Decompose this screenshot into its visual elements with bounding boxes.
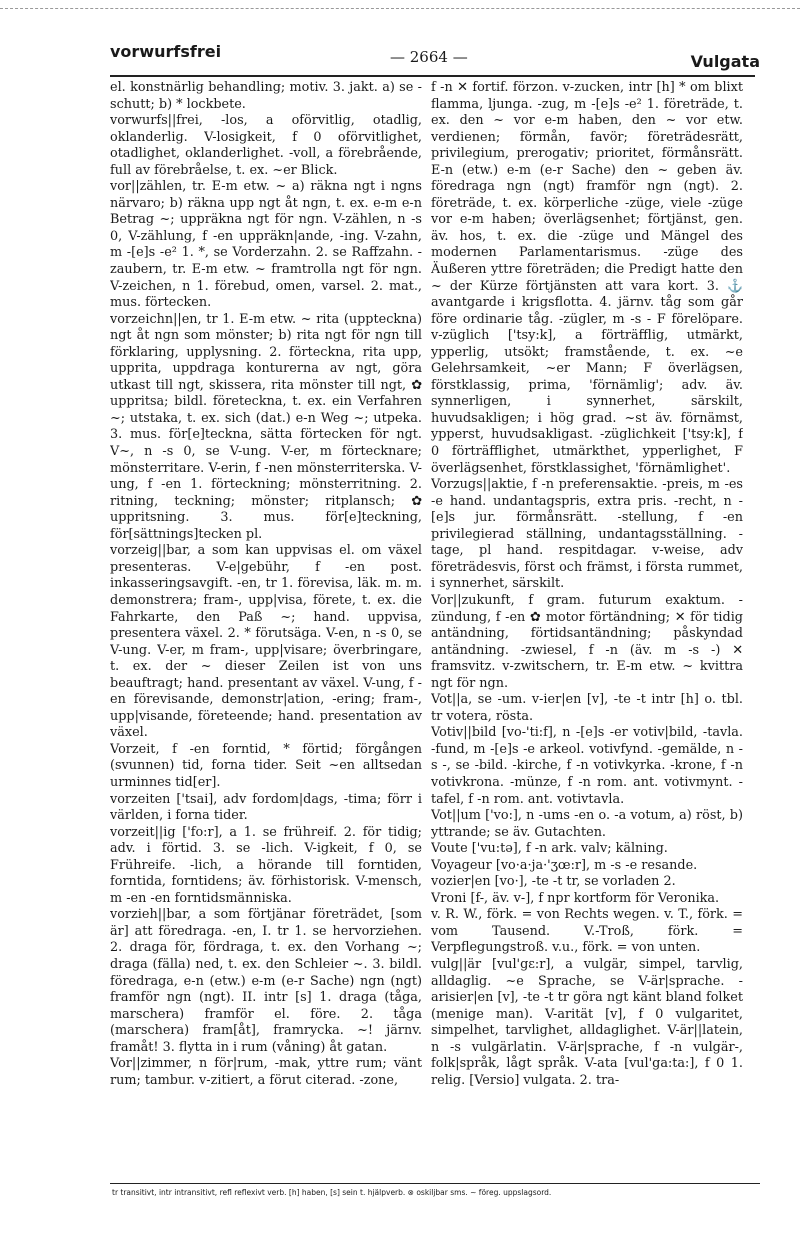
entry: Vot||a, se -um. v-ier|en [v], -te -t intr [h] o. tbl. tr votera, rösta.	[431, 692, 743, 724]
right-column	[431, 80, 743, 1140]
entry: vorzeit||ig ['fo:r], a 1. se frühreif. 2. för tidig; adv. i förtid. 3. se -lich. V-igkeit, f 0, se Frühreife. -lich, a hörande till forntiden, forntida, forntidens; äv. förhistorisk. V-mensch, m -en -en forntidsmänniska.	[110, 824, 422, 906]
entry: Vorzeit, f -en forntid, * förtid; förgången (svunnen) tid, forna tider. Seit ~en alltsedan urminnes tid[er].	[110, 741, 422, 790]
entry: el. konstnärlig behandling; motiv. 3. jakt. a) se -schutt; b) * lockbete.	[110, 80, 422, 112]
entry: Voute ['vu:tə], f -n ark. valv; kälning.	[431, 841, 668, 857]
entry: vorzieh||bar, a som förtjänar företrädet, [som är] att föredraga. -en, I. tr 1. se hervorziehen. 2. draga för, fördraga, t. ex. den Vorhang ~; draga (fälla) ned, t. ex. den Schleier ~. 3. bildl. föredraga, e-n (etw.) e-m (e-r Sache) ngn (ngt) framför ngn (ngt). II. intr [s] 1. draga (tåga, marschera) framför el. före. 2. tåga (marschera) fram[åt], framrycka. ~! järnv. framåt! 3. flytta in i rum (våning) åt gatan.	[110, 907, 422, 1055]
left-column	[110, 80, 422, 1140]
entry: v. R. W., förk. = von Rechts wegen. v. T., förk. = vom Tausend. V.-Troß, förk. = Verpflegungstroß. v.u., förk. = von unten.	[431, 907, 743, 956]
header-rule	[110, 75, 755, 77]
entry: Votiv||bild [vo-'ti:f], n -[e]s -er votiv|bild, -tavla. -fund, m -[e]s -e arkeol. votivfynd. -gemälde, n -s -, se -bild. -kirche, f -n votivkyrka. -krone, f -n votivkrona. -münze, f -n rom. ant. votivmynt. -tafel, f -n rom. ant. votivtavla.	[431, 725, 743, 807]
entry: vorzeiten ['tsai], adv fordom|dags, -tima; förr i världen, i forna tider.	[110, 791, 422, 824]
entry: vozier|en [vo·], -te -t tr, se vorladen 2.	[431, 874, 676, 890]
entry: vorwurfs||frei, -los, a oförvitlig, otadlig, oklanderlig. V-losigkeit, f 0 oförvitlighet, otadlighet, oklanderlighet. -voll, a förebrående, full av förebråelse, t. ex. ~er Blick.	[110, 113, 422, 178]
entry: vor||zählen, tr. E-m etw. ~ a) räkna ngt i ngns närvaro; b) räkna upp ngt åt ngn, t. ex. e-m e-n Betrag ~; uppräkna ngt för ngn. V-zählen, n -s 0, V-zählung, f -en uppräkn|ande, -ing. V-zahn, m -[e]s -e² 1. *, se Vorderzahn. 2. se Raffzahn. -zaubern, tr. E-m etw. ~ framtrolla ngt för ngn. V-zeichen, n 1. förebud, omen, varsel. 2. mat., mus. förtecken.	[110, 179, 422, 311]
entry: Vroni [f-, äv. v-], f npr kortform för Veronika.	[431, 890, 720, 906]
page-number: — 2664 —	[390, 48, 468, 66]
entry: Vot||um ['vo:], n -ums -en o. -a votum, a) röst, b) yttrande; se äv. Gutachten.	[431, 808, 743, 840]
entry: f -n ✕ fortif. förzon. v-zucken, intr [h] * om blixt flamma, ljunga. -zug, m -[e]s -e² 1. företräde, t. ex. den ~ vor e-m haben, den ~ vor etw. verdienen; förmån, favör; företrädesrätt, privilegium, prerogativ; prioritet, förmånsrätt. E-n (etw.) e-m (e-r Sache) den ~ geben äv. föredraga ngn (ngt) framför ngn (ngt). 2. företräde, t. ex. körperliche -züge, viele -züge vor e-m haben; överlägsenhet; förtjänst, gen. äv. hos, t. ex. die -züge und Mängel des modernen Parlamentarismus. -züge des Äußeren yttre företräden; die Predigt hatte den ~ der Kürze förtjänsten att vara kort. 3. ⚓ avantgarde i krigsflotta. 4. järnv. tåg som går före ordinarie tåg. -zügler, m -s - F förelöpare. v-züglich ['tsy:k], a förträfflig, utmärkt, ypperlig, utsökt; framstående, t. ex. ~e Gelehrsamkeit, ~er Mann; F överlägsen, förstklassig, prima, 'förnämlig'; adv. äv. synnerligen, i synnerhet, särskilt, huvudsakligen; i hög grad. ~st äv. förnämst, ypperst, huvudsakligast. -züglichkeit ['tsy:k], f 0 förträfflighet, utmärkthet, ypperlighet, F överlägsenhet, förstklassighet, 'förnämlighet'.	[431, 80, 743, 476]
entry: vorzeichn||en, tr 1. E-m etw. ~ rita (uppteckna) ngt åt ngn som mönster; b) rita ngt för ngn till förklaring, upplysning. 2. förteckna, rita upp, upprita, uppdraga konturerna av ngt, göra utkast till ngt, skissera, rita mönster till ngt, ✿ uppritsa; bildl. företeckna, t. ex. ein Verfahren ~; utstaka, t. ex. sich (dat.) e-n Weg ~; utpeka. 3. mus. för[e]teckna, sätta förtecken för ngt. V~, n -s 0, se V-ung. V-er, m förtecknare; mönsterritare. V-erin, f -nen mönsterriterska. V-ung, f -en 1. förteckning; mönsterritning. 2. ritning, teckning; mönster; ritplansch; ✿ uppritsning. 3. mus. för[e]teckning, för[sättnings]tecken pl.	[110, 311, 422, 542]
header-right-word: Vulgata	[690, 52, 760, 71]
entry: Vor||zimmer, n för|rum, -mak, yttre rum; vänt rum; tambur. v-zitiert, a förut citerad. -zone,	[110, 1056, 422, 1088]
header-left-word: vorwurfsfrei	[110, 42, 222, 61]
entry: Vorzugs||aktie, f -n preferensaktie. -preis, m -es -e hand. undantagspris, extra pris. -recht, n -[e]s jur. förmånsrätt. -stellung, f -en privilegierad ställning, undantagsställning. -tage, pl hand. respitdagar. v-weise, adv företrädesvis, först och främst, i första rummet, i synnerhet, särskilt.	[431, 477, 743, 592]
footer-rule	[110, 1183, 760, 1184]
entry: Voyageur [vo·a·ja·'ʒœ:r], m -s -e resande.	[431, 857, 698, 873]
entry: vorzeig||bar, a som kan uppvisas el. om växel presenteras. V-e|gebühr, f -en post. inkasseringsavgift. -en, tr 1. förevisa, läk. m. m. demonstrera; fram-, upp|visa, förete, t. ex. die Fahrkarte, den Paß ~; hand. uppvisa, presentera växel. 2. * förutsäga. V-en, n -s 0, se V-ung. V-er, m fram-, upp|visare; överbringare, t. ex. der ~ dieser Zeilen ist von uns beauftragt; hand. presentant av växel. V-ung, f -en förevisande, demonstr|ation, -ering; fram-, upp|visande, företeende; hand. presentation av växel.	[110, 543, 422, 741]
entry: vulg||är [vul'gɛ:r], a vulgär, simpel, tarvlig, alldaglig. ~e Sprache, se V-är|sprache. -arisier|en [v], -te -t tr göra ngt känt bland folket (menige man). V-arität [v], f 0 vulgaritet, simpelhet, tarvlighet, alldaglighet. V-är||latein, n -s vulgärlatin. V-är|sprache, f -n vulgär-, folk|språk, lågt språk. V-ata [vul'ga:ta:], f 0 1. relig. [Versio] vulgata. 2. tra-	[431, 956, 743, 1088]
page-header	[110, 42, 760, 72]
page-edge	[0, 8, 800, 9]
entry: Vor||zukunft, f gram. futurum exaktum. -zündung, f -en ✿ motor förtändning; ✕ för tidig antändning, förtidsantändning; påskyndad antändning. -zwiesel, f -n (äv. m -s -) ✕ framsvitz. v-zwitschern, tr. E-m etw. ~ kvittra ngt för ngn.	[431, 592, 743, 691]
abbreviation-legend: tr transitivt, intr intransitivt, refl reflexivt verb. [h] haben, [s] sein t. hjälpverb. ⊗ oskiljbar sms. ~ föreg. uppslagsord.	[112, 1188, 552, 1197]
